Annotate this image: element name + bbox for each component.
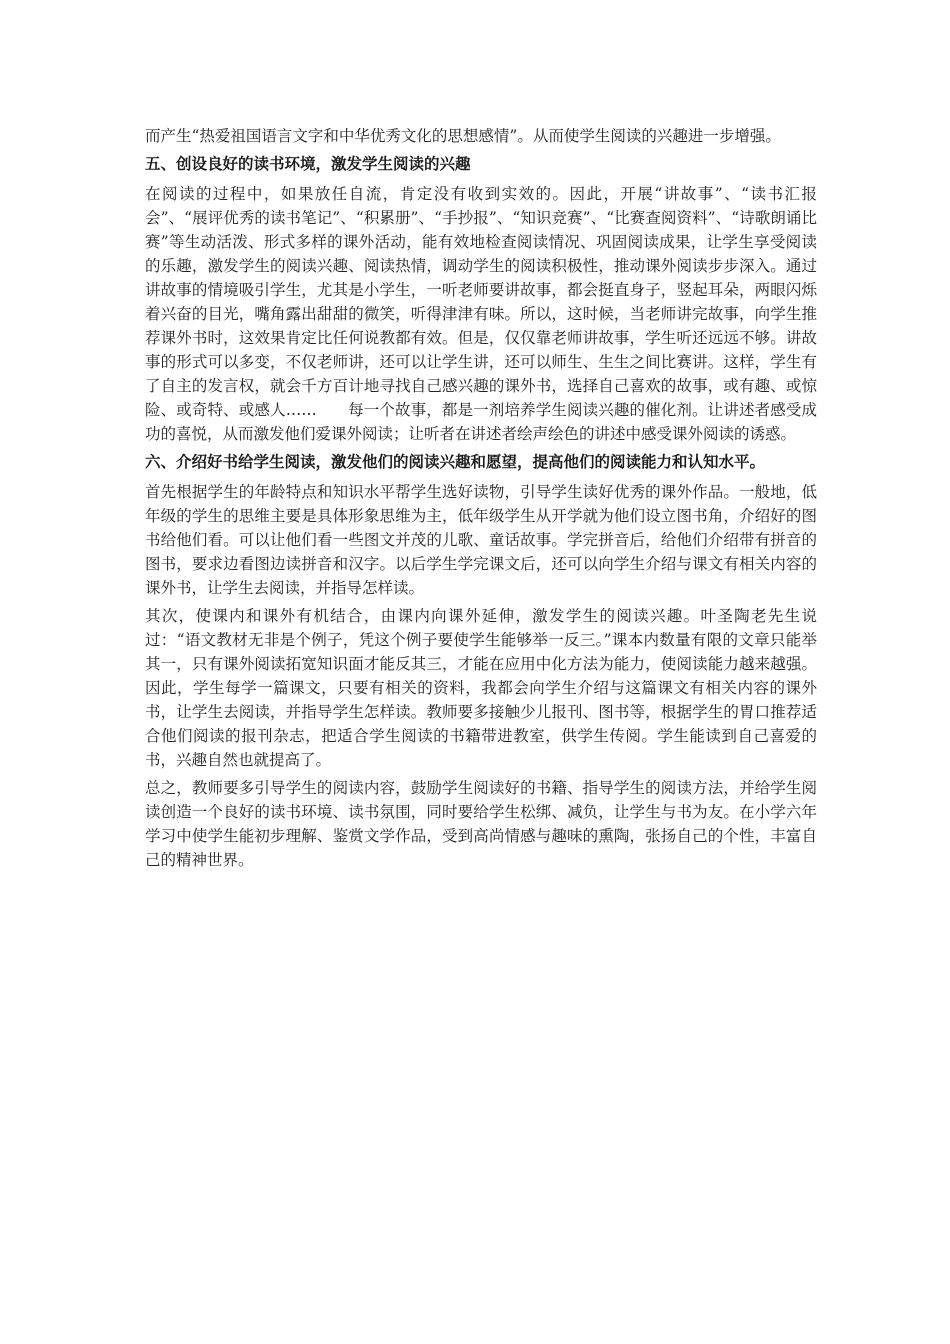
paragraph-choose-books: 首先根据学生的年龄特点和知识水平帮学生选好读物，引导学生读好优秀的课外作品。一般地，低年级的学生的思维主要是具体形象思维为主，低年级学生从开学就为他们设立图书角，介绍好的图书给他们看。可以让他们看一些图文并茂的儿歌、童话故事。学完拼音后，给他们介绍带有拼音的图书，要求边看图边读拼音和汉字。以后学生学完课文后，还可以向学生介绍与课文有相关内容的课外书，让学生去阅读，并指导怎样读。 bbox=[145, 483, 817, 597]
document-body bbox=[145, 124, 817, 876]
paragraph-continuation: 而产生“热爱祖国语言文字和中华优秀文化的思想感情”。从而使学生阅读的兴趣进一步增强。 bbox=[145, 127, 781, 145]
section-heading-6: 六、介绍好书给学生阅读，激发他们的阅读兴趣和愿望，提高他们的阅读能力和认知水平。 bbox=[145, 453, 766, 471]
paragraph-extend-reading: 其次，使课内和课外有机结合，由课内向课外延伸，激发学生的阅读兴趣。叶圣陶老先生说过：“语文教材无非是个例子，凭这个例子要使学生能够举一反三。”课本内数量有限的文章只能举其一，只有课外阅读拓宽知识面才能反其三，才能在应用中化方法为能力，使阅读能力越来越强。因此，学生每学一篇课文，只要有相关的资料，我都会向学生介绍与这篇课文有相关内容的课外书，让学生去阅读，并指导学生怎样读。教师要多接触少儿报刊、图书等，根据学生的胃口推荐适合他们阅读的报刊杂志，把适合学生阅读的书籍带进教室，供学生传阅。学生能读到自己喜爱的书，兴趣自然也就提高了。 bbox=[145, 607, 817, 769]
paragraph-reading-environment: 在阅读的过程中，如果放任自流，肯定没有收到实效的。因此，开展“讲故事”、“读书汇报会”、“展评优秀的读书笔记”、“积累册”、“手抄报”、“知识竞赛”、“比赛查阅资料”、“诗歌朗诵比赛”等生动活泼、形式多样的课外活动，能有效地检查阅读情况、巩固阅读成果，让学生享受阅读的乐趣，激发学生的阅读兴趣、阅读热情，调动学生的阅读积极性，推动课外阅读步步深入。通过讲故事的情境吸引学生，尤其是小学生，一听老师要讲故事，都会挺直身子，竖起耳朵，两眼闪烁着兴奋的目光，嘴角露出甜甜的微笑，听得津津有味。所以，这时候，当老师讲完故事，向学生推荐课外书时，这效果肯定比任何说教都有效。但是，仅仅靠老师讲故事，学生听还远远不够。讲故事的形式可以多变，不仅老师讲，还可以让学生讲，还可以师生、生生之间比赛讲。这样，学生有了自主的发言权，就会千方百计地寻找自己感兴趣的课外书，选择自己喜欢的故事，或有趣、或惊险、或奇特、或感人…… 每一个故事，都是一剂培养学生阅读兴趣的催化剂。让讲述者感受成功的喜悦，从而激发他们爱课外阅读；让听者在讲述者绘声绘色的讲述中感受课外阅读的诱惑。 bbox=[145, 185, 817, 443]
section-heading-5: 五、创设良好的读书环境，激发学生阅读的兴趣 bbox=[145, 155, 471, 173]
paragraph-conclusion: 总之，教师要多引导学生的阅读内容，鼓励学生阅读好的书籍、指导学生的阅读方法，并给学生阅读创造一个良好的读书环境、读书氛围，同时要给学生松绑、减负，让学生与书为友。在小学六年学习中使学生能初步理解、鉴赏文学作品，受到高尚情感与趣味的熏陶，张扬自己的个性，丰富自己的精神世界。 bbox=[145, 779, 817, 869]
